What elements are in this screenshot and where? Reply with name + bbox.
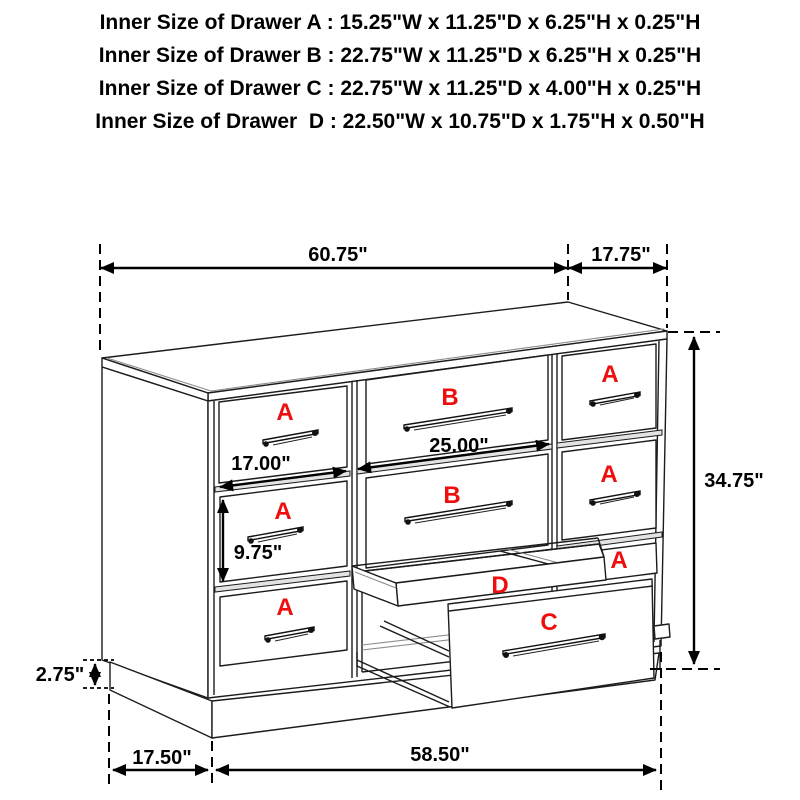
drawer-label: A [276, 399, 294, 426]
dim-value: 58.50" [410, 744, 470, 766]
drawer-size-specs [0, 6, 800, 138]
drawer-label: B [441, 384, 459, 411]
drawer-a-right-2 [562, 440, 656, 540]
drawer-a-left-2 [220, 481, 347, 582]
dim-value: 17.75" [591, 244, 651, 266]
spec-line-d: Inner Size of Drawer D : 22.50"W x 10.75"D x 1.75"H x 0.50"H [95, 110, 705, 133]
drawer-label: A [601, 361, 619, 388]
dimension-overall-height [650, 332, 764, 669]
drawer-label: A [274, 498, 292, 525]
dim-value: 34.75" [704, 470, 764, 492]
dim-value: 17.50" [132, 747, 192, 769]
dim-value: 2.75" [35, 664, 85, 686]
drawer-label: A [600, 461, 618, 488]
drawer-front [562, 344, 656, 440]
drawer-label: A [610, 547, 628, 574]
drawer-front [562, 440, 656, 540]
dimension-base-height [36, 660, 114, 688]
drawer-label: B [443, 482, 461, 509]
dim-value: 60.75" [308, 244, 368, 266]
dim-value: 9.75" [233, 542, 283, 564]
spec-line-a: Inner Size of Drawer A : 15.25"W x 11.25"D x 6.25"H x 0.25"H [99, 11, 701, 34]
left-side-panel [102, 367, 208, 698]
drawer-a-right-1 [562, 344, 656, 440]
dim-value: 17.00" [231, 453, 291, 475]
drawer-label: D [491, 572, 509, 599]
drawer-label: C [540, 609, 558, 636]
glide-bracket [654, 624, 670, 639]
drawer-label: A [276, 594, 294, 621]
spec-line-c: Inner Size of Drawer C : 22.75"W x 11.25"D x 4.00"H x 0.25"H [98, 77, 702, 100]
dim-value: 25.00" [429, 435, 489, 457]
spec-line-b: Inner Size of Drawer B : 22.75"W x 11.25"D x 6.25"H x 0.25"H [98, 44, 702, 67]
